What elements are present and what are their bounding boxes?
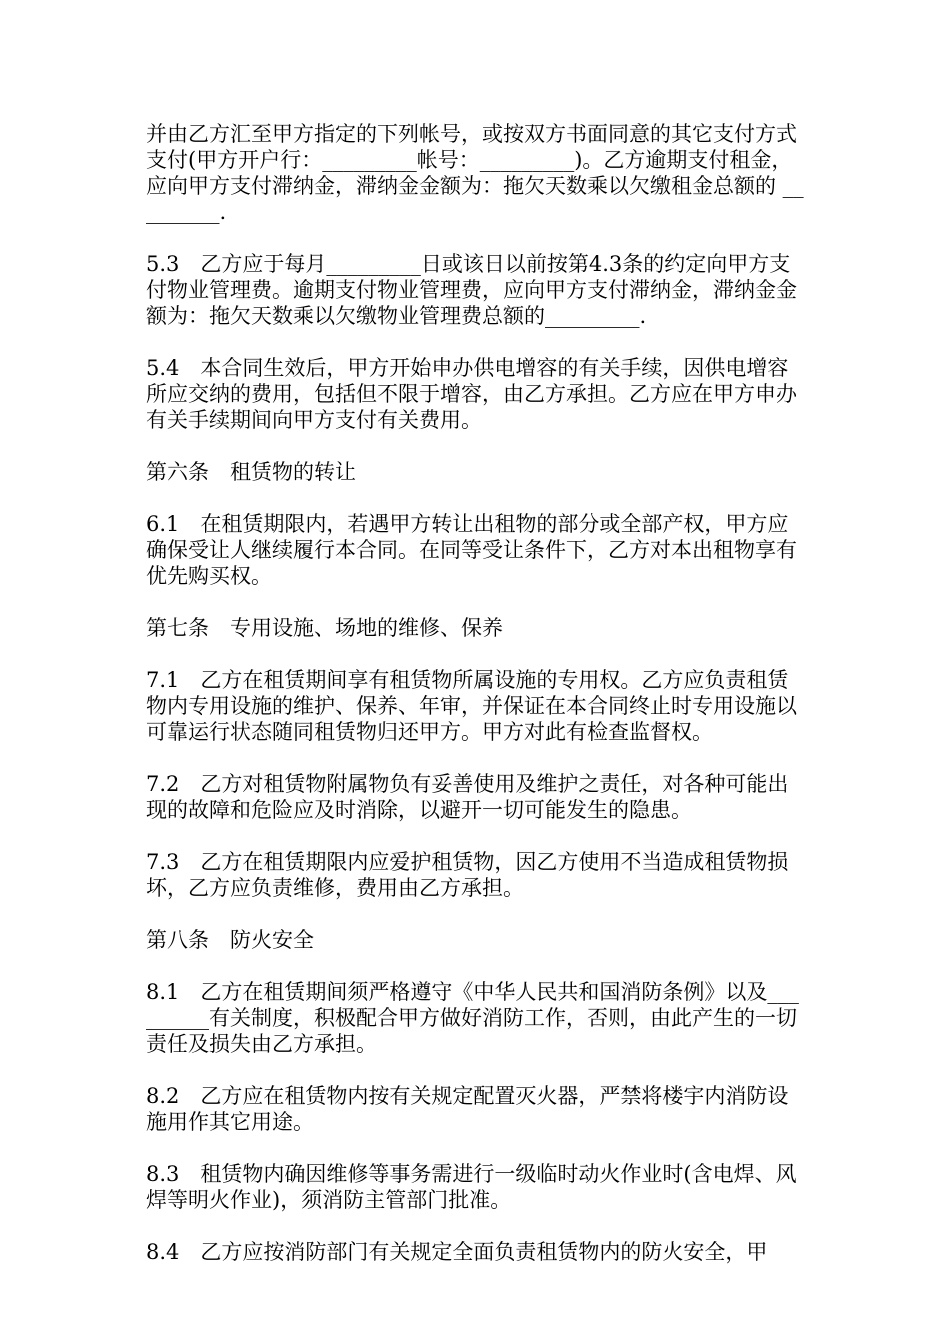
clause-6-1: 6.1 在租赁期限内，若遇甲方转让出租物的部分或全部产权，甲方应确保受让人继续履行本合同。在同等受让条件下，乙方对本出租物享有优先购买权。 <box>146 512 797 588</box>
clause-7-3: 7.3 乙方在租赁期限内应爱护租赁物，因乙方使用不当造成租赁物损坏，乙方应负责维修，费用由乙方承担。 <box>146 850 789 900</box>
clause-7-2: 7.2 乙方对租赁物附属物负有妥善使用及维护之责任，对各种可能出现的故障和危险应及时消除，以避开一切可能发生的隐患。 <box>146 772 789 822</box>
article-8-heading: 第八条 防火安全 <box>146 928 314 952</box>
article-7-heading: 第七条 专用设施、场地的维修、保养 <box>146 616 503 640</box>
article-6-heading: 第六条 租赁物的转让 <box>146 460 356 484</box>
clause-8-2: 8.2 乙方应在租赁物内按有关规定配置灭火器，严禁将楼宇内消防设施用作其它用途。 <box>146 1084 789 1134</box>
document-body <box>146 121 808 1291</box>
clause-8-3: 8.3 租赁物内确因维修等事务需进行一级临时动火作业时(含电焊、风焊等明火作业)，须消防主管部门批准。 <box>146 1162 797 1212</box>
clause-5-3: 5.3 乙方应于每月_________日或该日以前按第4.3条的约定向甲方支付物业管理费。逾期支付物业管理费，应向甲方支付滞纳金，滞纳金金额为：拖欠天数乘以欠缴物业管理费总额的_________. <box>146 252 797 328</box>
clause-8-1: 8.1 乙方在租赁期间须严格遵守《中华人民共和国消防条例》以及_________有关制度，积极配合甲方做好消防工作，否则，由此产生的一切责任及损失由乙方承担。 <box>146 980 799 1056</box>
clause-8-4: 8.4 乙方应按消防部门有关规定全面负责租赁物内的防火安全，甲 <box>146 1240 768 1264</box>
clause-5-2-continuation: 并由乙方汇至甲方指定的下列帐号，或按双方书面同意的其它支付方式支付(甲方开户行：_________帐号：_________)。乙方逾期支付租金，应向甲方支付滞纳金，滞纳金金额为：拖欠天数乘以欠缴租金总额的 _________. <box>146 122 804 224</box>
clause-5-4: 5.4 本合同生效后，甲方开始申办供电增容的有关手续，因供电增容所应交纳的费用，包括但不限于增容，由乙方承担。乙方应在甲方申办有关手续期间向甲方支付有关费用。 <box>146 356 797 432</box>
clause-7-1: 7.1 乙方在租赁期间享有租赁物所属设施的专用权。乙方应负责租赁物内专用设施的维护、保养、年审，并保证在本合同终止时专用设施以可靠运行状态随同租赁物归还甲方。甲方对此有检查监督权。 <box>146 668 797 744</box>
